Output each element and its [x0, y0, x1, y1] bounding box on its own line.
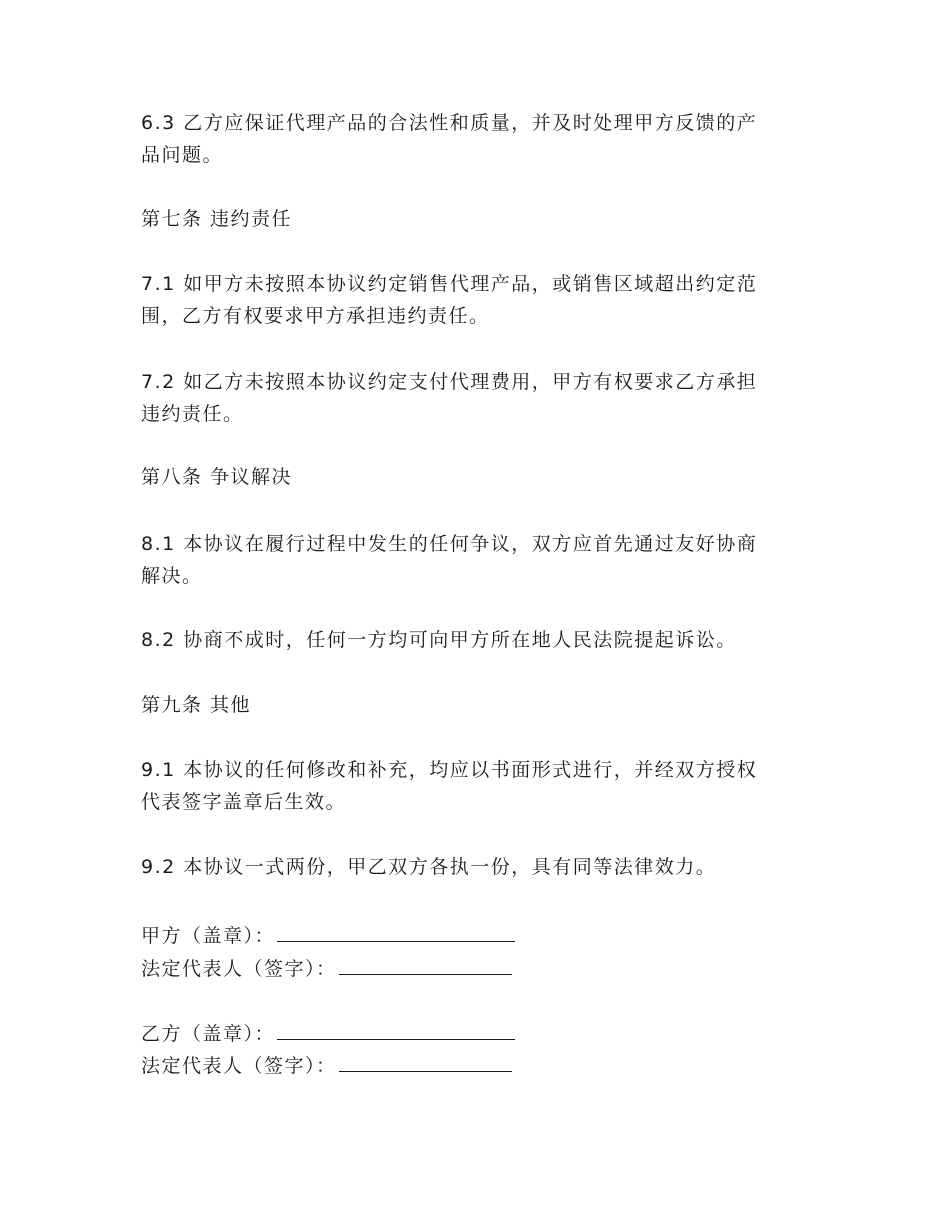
article-8-heading — [141, 461, 801, 493]
party-a-seal-row — [141, 917, 515, 949]
party-a-rep-label: 法定代表人（签字）： — [141, 958, 337, 980]
party-a-seal-label: 甲方（盖章）： — [141, 925, 276, 947]
clause-9-1-line-2: 代表签字盖章后生效。 — [141, 791, 347, 813]
article-7-title: 第七条 违约责任 — [141, 208, 293, 230]
clause-6-3-line-2: 品问题。 — [141, 144, 224, 166]
clause-9-2 — [141, 851, 801, 883]
clause-8-2 — [141, 624, 801, 656]
clause-7-2 — [141, 366, 801, 430]
article-8-title: 第八条 争议解决 — [141, 466, 293, 488]
party-a-seal-line[interactable] — [277, 917, 515, 942]
clause-8-2-line-1: 8.2 协商不成时，任何一方均可向甲方所在地人民法院提起诉讼。 — [141, 629, 737, 651]
party-b-rep-row — [141, 1047, 512, 1079]
article-9-heading — [141, 689, 801, 721]
clause-8-1-line-2: 解决。 — [141, 565, 203, 587]
clause-7-1-line-1: 7.1 如甲方未按照本协议约定销售代理产品，或销售区域超出约定范 — [141, 273, 758, 295]
clause-7-2-line-2: 违约责任。 — [141, 403, 244, 425]
clause-6-3-line-1: 6.3 乙方应保证代理产品的合法性和质量，并及时处理甲方反馈的产 — [141, 112, 758, 134]
article-9-title: 第九条 其他 — [141, 694, 252, 716]
party-a-rep-row — [141, 950, 512, 982]
clause-9-2-line-1: 9.2 本协议一式两份，甲乙双方各执一份，具有同等法律效力。 — [141, 856, 717, 878]
party-a-rep-line[interactable] — [339, 950, 512, 975]
party-b-seal-row — [141, 1015, 515, 1047]
party-b-seal-label: 乙方（盖章）： — [141, 1023, 276, 1045]
article-7-heading — [141, 203, 801, 235]
clause-8-1 — [141, 528, 801, 592]
clause-6-3 — [141, 107, 801, 171]
party-b-rep-label: 法定代表人（签字）： — [141, 1055, 337, 1077]
party-b-rep-line[interactable] — [339, 1047, 512, 1072]
clause-9-1-line-1: 9.1 本协议的任何修改和补充，均应以书面形式进行，并经双方授权 — [141, 759, 758, 781]
party-b-seal-line[interactable] — [277, 1015, 515, 1040]
clause-9-1 — [141, 754, 801, 818]
clause-7-2-line-1: 7.2 如乙方未按照本协议约定支付代理费用，甲方有权要求乙方承担 — [141, 371, 758, 393]
clause-7-1-line-2: 围，乙方有权要求甲方承担违约责任。 — [141, 305, 490, 327]
clause-7-1 — [141, 268, 801, 332]
clause-8-1-line-1: 8.1 本协议在履行过程中发生的任何争议，双方应首先通过友好协商 — [141, 533, 758, 555]
